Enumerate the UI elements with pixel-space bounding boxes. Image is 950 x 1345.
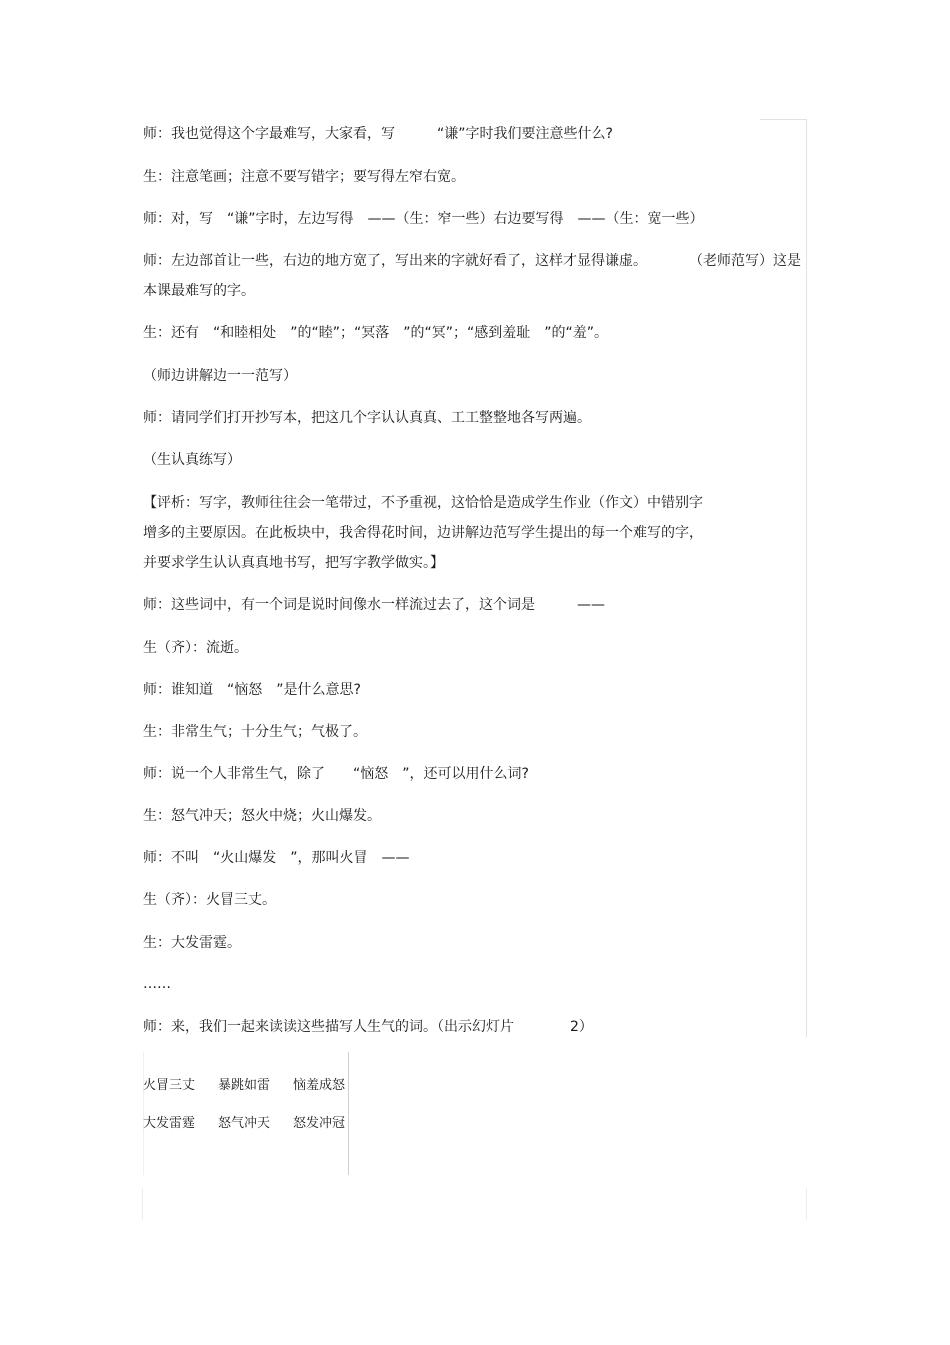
- dialogue-line: 生（齐）：火冒三丈。: [143, 892, 276, 908]
- page-border-right: [806, 119, 807, 1037]
- dialogue-line: 师：谁知道 “恼怒 ”是什么意思?: [143, 682, 361, 698]
- slide-word-grid: [143, 1064, 368, 1140]
- page-border-right-lower: [806, 1188, 807, 1220]
- slide-word: 怒气冲天: [218, 1115, 271, 1131]
- dialogue-line: 生（齐）：流逝。: [143, 640, 248, 656]
- slide-word: 大发雷霆: [143, 1115, 196, 1131]
- slide-word: 怒发冲冠: [293, 1115, 346, 1131]
- dialogue-line: 师：说一个人非常生气，除了 “恼怒 ”，还可以用什么词?: [143, 766, 529, 782]
- dialogue-line: 生：非常生气；十分生气；气极了。: [143, 724, 367, 740]
- dialogue-line: 生：怒气冲天；怒火中烧；火山爆发。: [143, 808, 381, 824]
- stage-direction: （生认真练写）: [143, 452, 241, 468]
- page-border-left-lower: [142, 1188, 143, 1220]
- commentary-line: 并要求学生认认真真地书写，把写字教学做实。】: [143, 555, 444, 571]
- dialogue-line: 生：注意笔画；注意不要写错字；要写得左窄右宽。: [143, 169, 465, 185]
- dialogue-line: 师：来，我们一起来读读这些描写人生气的词。（出示幻灯片 2）: [143, 1019, 593, 1035]
- slide-word-row: [143, 1064, 368, 1102]
- commentary-line: 增多的主要原因。在此板块中，我舍得花时间，边讲解边范写学生提出的每一个难写的字，: [143, 525, 703, 541]
- dialogue-line: 生：大发雷霆。: [143, 935, 241, 951]
- stage-direction: （师边讲解边一一范写）: [143, 368, 297, 384]
- dialogue-line: 师：我也觉得这个字最难写，大家看，写 “谦”字时我们要注意些什么?: [143, 126, 613, 142]
- slide-word: 恼羞成怒: [293, 1077, 346, 1093]
- dialogue-line: 师：不叫 “火山爆发 ”，那叫火冒 ——: [143, 850, 410, 866]
- commentary-line: 【评析：写字，教师往往会一笔带过，不予重视，这恰恰是造成学生作业（作文）中错别字: [143, 495, 703, 511]
- ellipsis: ……: [143, 976, 171, 992]
- slide-word: 火冒三丈: [143, 1077, 196, 1093]
- dialogue-line: 师：这些词中，有一个词是说时间像水一样流过去了，这个词是 ——: [143, 597, 605, 613]
- dialogue-line: 生：还有 “和睦相处 ”的“睦”；“冥落 ”的“冥”；“感到羞耻 ”的“羞”。: [143, 325, 609, 341]
- dialogue-line: 师：左边部首让一些，右边的地方宽了，写出来的字就好看了，这样才显得谦虚。 （老师范写）这是本课最难写的字。: [143, 253, 801, 299]
- dialogue-line: 师：请同学们打开抄写本，把这几个字认认真真、工工整整地各写两遍。: [143, 410, 591, 426]
- dialogue-line: 师：对，写 “谦”字时，左边写得 ——（生：窄一些）右边要写得 ——（生：宽一些）: [143, 211, 704, 227]
- slide-word-row: [143, 1102, 368, 1140]
- slide-word: 暴跳如雷: [218, 1077, 271, 1093]
